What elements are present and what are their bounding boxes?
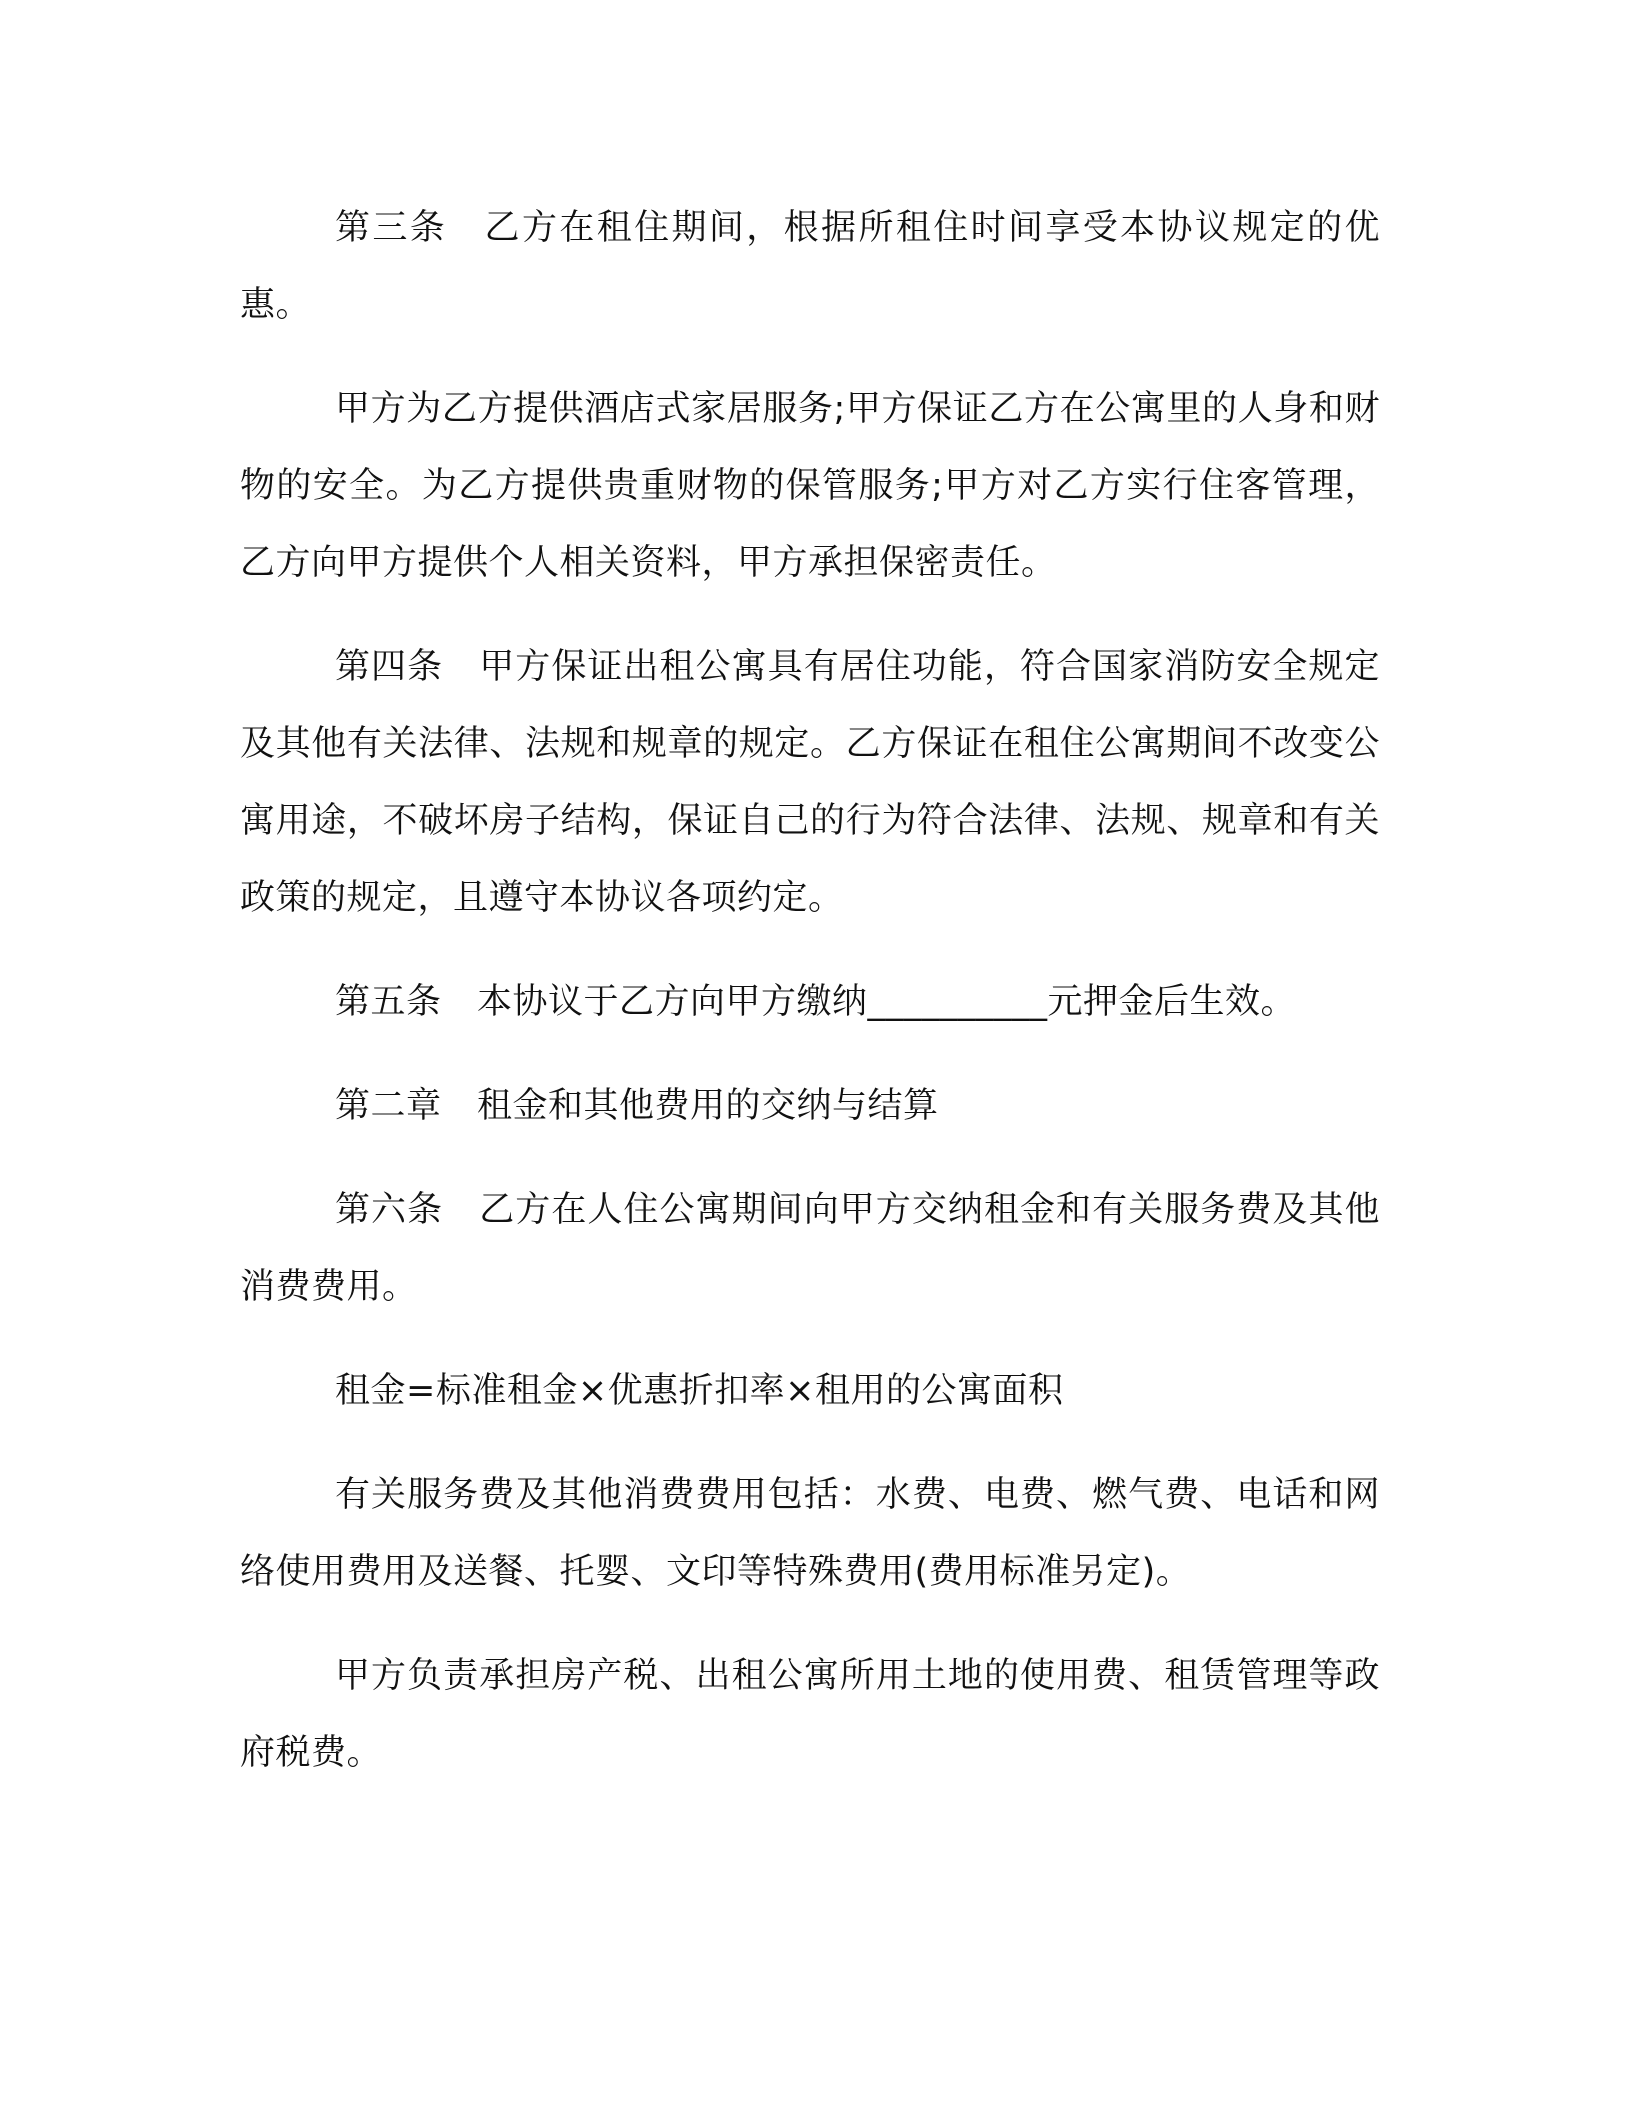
chapter-2-heading: 第二章 租金和其他费用的交纳与结算	[335, 1086, 939, 1126]
document-page	[240, 190, 1380, 1819]
article-3-paragraph: 第三条 乙方在租住期间，根据所租住时间享受本协议规定的优惠。	[240, 208, 1380, 325]
article-4-paragraph: 第四条 甲方保证出租公寓具有居住功能，符合国家消防安全规定及其他有关法律、法规和规章的规定。乙方保证在租住公寓期间不改变公寓用途，不破坏房子结构，保证自己的行为符合法律、法规、规章和有关政策的规定，且遵守本协议各项约定。	[240, 647, 1380, 918]
rent-formula-paragraph: 租金=标准租金×优惠折扣率×租用的公寓面积	[335, 1371, 1064, 1411]
hotel-service-paragraph: 甲方为乙方提供酒店式家居服务;甲方保证乙方在公寓里的人身和财物的安全。为乙方提供贵重财物的保管服务;甲方对乙方实行住客管理，乙方向甲方提供个人相关资料，甲方承担保密责任。	[240, 389, 1380, 583]
service-fees-paragraph: 有关服务费及其他消费费用包括：水费、电费、燃气费、电话和网络使用费用及送餐、托婴、文印等特殊费用(费用标准另定)。	[240, 1475, 1380, 1592]
article-5-paragraph: 第五条 本协议于乙方向甲方缴纳__________元押金后生效。	[335, 982, 1297, 1022]
article-6-paragraph: 第六条 乙方在人住公寓期间向甲方交纳租金和有关服务费及其他消费费用。	[240, 1190, 1380, 1307]
government-taxes-paragraph: 甲方负责承担房产税、出租公寓所用土地的使用费、租赁管理等政府税费。	[240, 1656, 1380, 1773]
